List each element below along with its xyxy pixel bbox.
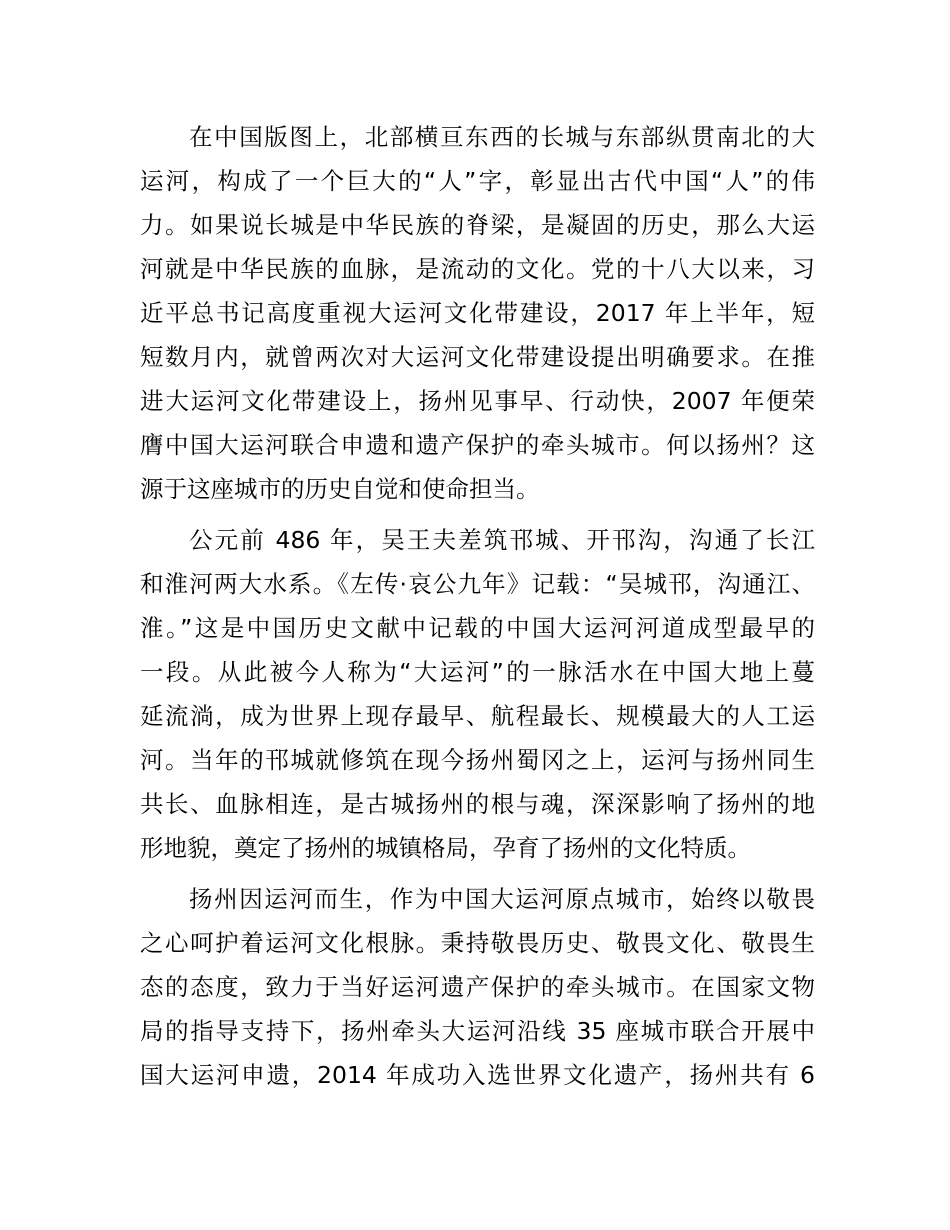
text-line: 局的指导支持下，扬州牵头大运河沿线 35 座城市联合开展中	[140, 1017, 815, 1045]
text-line: 短数月内，就曾两次对大运河文化带建设提出明确要求。在推	[140, 343, 815, 371]
text-line: 膺中国大运河联合申遗和遗产保护的牵头城市。何以扬州？这	[140, 431, 815, 459]
text-line: 源于这座城市的历史自觉和使命担当。	[140, 475, 540, 503]
text-line: 和淮河两大水系。《左传·哀公九年》记载：“吴城邗，沟通江、	[140, 570, 815, 598]
text-line: 河。当年的邗城就修筑在现今扬州蜀冈之上，运河与扬州同生	[140, 746, 815, 774]
text-line: 之心呵护着运河文化根脉。秉持敬畏历史、敬畏文化、敬畏生	[140, 929, 815, 957]
text-line: 河就是中华民族的血脉，是流动的文化。党的十八大以来，习	[140, 255, 815, 283]
text-line: 延流淌，成为世界上现存最早、航程最长、规模最大的人工运	[140, 702, 815, 730]
text-line: 力。如果说长城是中华民族的脊梁，是凝固的历史，那么大运	[140, 211, 815, 239]
text-line: 运河，构成了一个巨大的“人”字，彰显出古代中国“人”的伟	[140, 167, 815, 195]
text-line: 扬州因运河而生，作为中国大运河原点城市，始终以敬畏	[189, 885, 815, 913]
text-line: 共长、血脉相连，是古城扬州的根与魂，深深影响了扬州的地	[140, 790, 815, 818]
text-line: 进大运河文化带建设上，扬州见事早、行动快，2007 年便荣	[140, 387, 815, 415]
paragraph-1	[140, 115, 815, 511]
text-line: 淮。”这是中国历史文献中记载的中国大运河河道成型最早的	[140, 614, 815, 642]
text-line: 公元前 486 年，吴王夫差筑邗城、开邗沟，沟通了长江	[189, 526, 815, 554]
text-line: 近平总书记高度重视大运河文化带建设，2017 年上半年，短	[140, 299, 815, 327]
text-line: 态的态度，致力于当好运河遗产保护的牵头城市。在国家文物	[140, 973, 815, 1001]
paragraph-2	[140, 518, 815, 870]
text-line: 一段。从此被今人称为“大运河”的一脉活水在中国大地上蔓	[140, 658, 815, 686]
text-line: 国大运河申遗，2014 年成功入选世界文化遗产，扬州共有 6	[140, 1061, 815, 1089]
text-line: 在中国版图上，北部横亘东西的长城与东部纵贯南北的大	[189, 123, 815, 151]
document-body	[140, 115, 815, 1104]
text-line: 形地貌，奠定了扬州的城镇格局，孕育了扬州的文化特质。	[140, 834, 751, 862]
paragraph-3	[140, 877, 815, 1097]
